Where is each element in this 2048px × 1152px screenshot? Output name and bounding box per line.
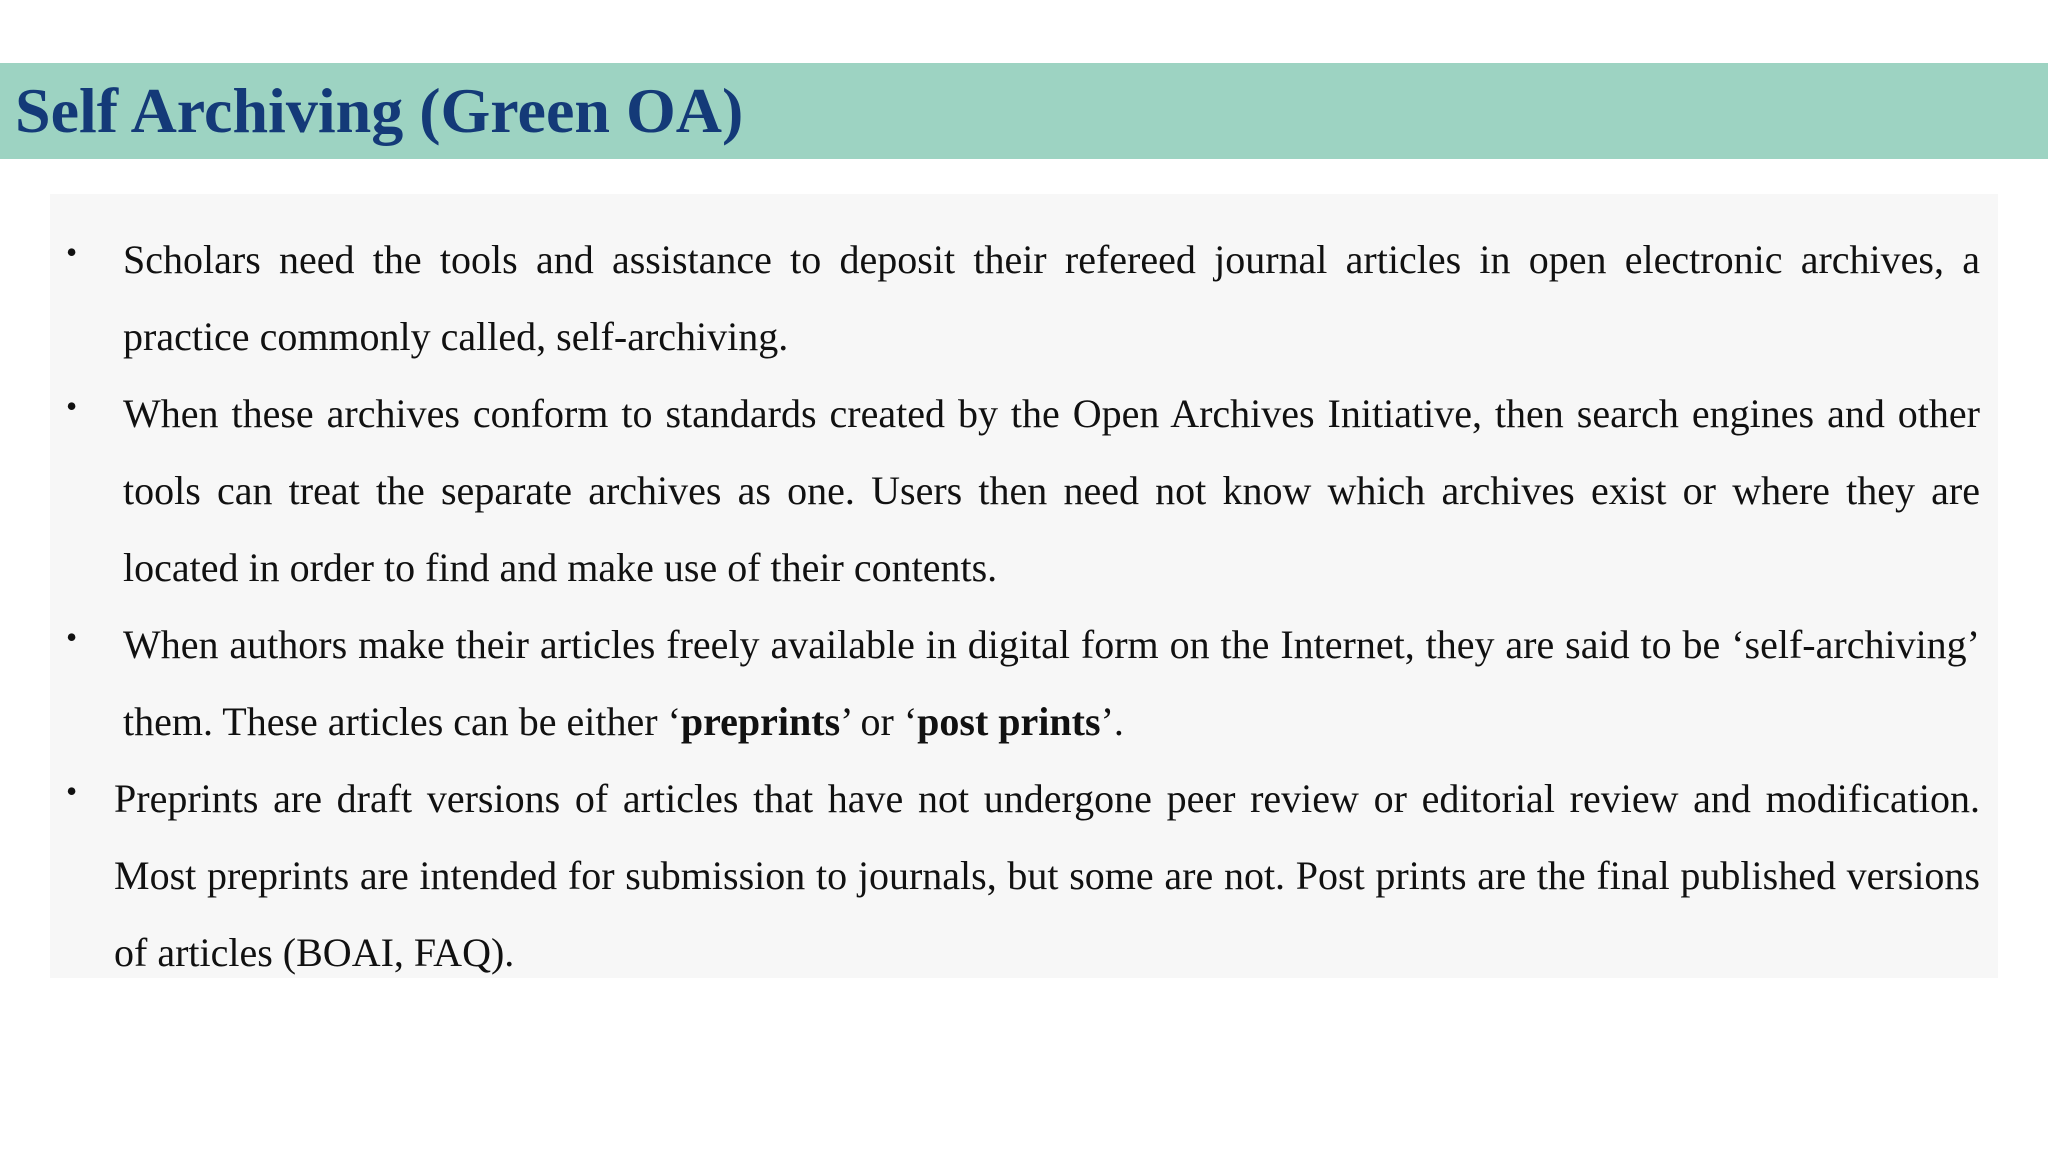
bullet-text: Scholars need the tools and assistance to deposit their refereed journal articles in open electronic archives, a practice commonly called, self-archiving. (123, 237, 1980, 359)
bullet-text-part: ’ or ‘ (840, 699, 918, 744)
title-bar (0, 63, 2048, 159)
bullet-item-3 (50, 606, 1980, 760)
slide-title: Self Archiving (Green OA) (15, 75, 744, 146)
preprints-term: preprints (680, 699, 841, 744)
bullet-text-part: When authors make their articles freely available in digital form on the Internet, they are said to be ‘self-archiving’ them. These articles can be either ‘ (123, 622, 1980, 744)
bullet-text: Preprints are draft versions of articles that have not undergone peer review or editorial review and modification. Most preprints are intended for submission to journals, but some are not. Post prints are the final published versions of articles (BOAI, FAQ). (114, 776, 1980, 975)
bullet-text-part: ’. (1100, 699, 1124, 744)
content-box (50, 194, 1998, 978)
bullet-item-4 (50, 760, 1980, 991)
bullet-icon: • (66, 619, 78, 655)
bullet-icon: • (66, 773, 78, 809)
bullet-item-2 (50, 375, 1980, 606)
bullet-list (50, 221, 1980, 991)
bullet-icon: • (66, 388, 78, 424)
bullet-icon: • (66, 234, 78, 270)
bullet-text: When these archives conform to standards created by the Open Archives Initiative, then search engines and other tools can treat the separate archives as one. Users then need not know which archives exist or where they are located in order to find and make use of their contents. (123, 391, 1980, 590)
bullet-item-1 (50, 221, 1980, 375)
post-prints-term: post prints (917, 699, 1101, 744)
bullet-text (123, 606, 1980, 760)
